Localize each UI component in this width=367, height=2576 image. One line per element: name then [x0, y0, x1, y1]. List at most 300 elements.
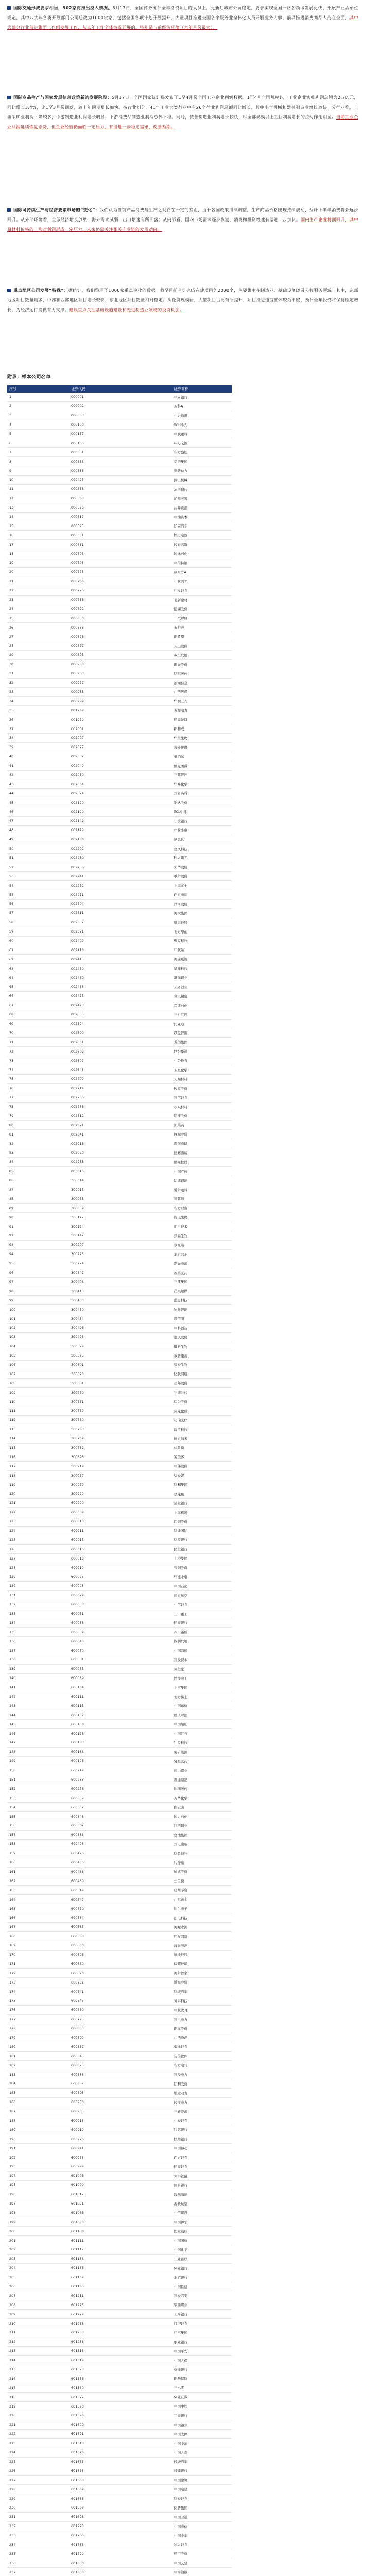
row-index: 63	[7, 964, 69, 973]
security-code: 601166	[69, 2263, 172, 2273]
security-code: 000100	[69, 420, 172, 429]
row-index: 73	[7, 1056, 69, 1065]
security-name: 闻泰科技	[172, 1996, 232, 2005]
table-row	[7, 1922, 232, 1931]
security-code: 601006	[69, 2171, 172, 2180]
security-code: 000338	[69, 466, 172, 476]
row-index: 17	[7, 540, 69, 549]
security-name: 一汽解放	[172, 614, 232, 623]
security-name: 宁波银行	[172, 816, 232, 825]
table-row	[7, 1148, 232, 1158]
security-code: 601808	[69, 2568, 172, 2576]
security-name: 恒生电子	[172, 1904, 232, 1913]
security-name: 东方电气	[172, 2061, 232, 2070]
row-index: 165	[7, 1904, 69, 1913]
row-index: 19	[7, 558, 69, 568]
security-code: 300124	[69, 1222, 172, 1231]
security-name: 中国电信	[172, 2521, 232, 2531]
table-row	[7, 816, 232, 825]
row-index: 142	[7, 1692, 69, 1701]
security-code: 600600	[69, 1941, 172, 1950]
security-code: 300223	[69, 1249, 172, 1259]
row-index: 29	[7, 650, 69, 659]
table-row	[7, 1038, 232, 1047]
security-name: 天赐材料	[172, 1074, 232, 1083]
paragraph-highlight: 国内生产企业利润回升，其中原材料价格的上涨对利润形成一定压力，未来仍需关注相关产业链的发展动向。	[7, 217, 359, 232]
security-code: 600276	[69, 1784, 172, 1793]
table-row	[7, 567, 232, 577]
security-code: 600570	[69, 1904, 172, 1913]
security-code: 601225	[69, 2300, 172, 2310]
table-row	[7, 503, 232, 512]
table-row	[7, 2263, 232, 2273]
table-row	[7, 2549, 232, 2558]
row-index: 48	[7, 825, 69, 835]
security-code: 002371	[69, 927, 172, 936]
table-row	[7, 1563, 232, 1572]
row-index: 206	[7, 2282, 69, 2291]
row-index: 119	[7, 1480, 69, 1489]
security-name: 紫光股份	[172, 659, 232, 669]
table-row	[7, 2485, 232, 2494]
row-index: 43	[7, 779, 69, 789]
security-name: 工商银行	[172, 2411, 232, 2420]
security-name: 卓胜微	[172, 1443, 232, 1452]
row-index: 74	[7, 1065, 69, 1075]
security-name: 新和成	[172, 724, 232, 734]
security-code: 300498	[69, 1332, 172, 1342]
security-name: 南京银行	[172, 2180, 232, 2190]
security-code: 002230	[69, 853, 172, 862]
table-row	[7, 420, 232, 429]
table-row	[7, 448, 232, 457]
table-row	[7, 1443, 232, 1452]
security-name: 浦发银行	[172, 1498, 232, 1507]
security-name: 深信服	[172, 1314, 232, 1324]
security-name: 邮储银行	[172, 2466, 232, 2476]
security-name: 国泰君安	[172, 2291, 232, 2300]
security-name: 申万宏源	[172, 438, 232, 448]
table-row	[7, 872, 232, 881]
table-row	[7, 2254, 232, 2263]
security-code: 000999	[69, 697, 172, 706]
security-name: 光大证券	[172, 2540, 232, 2549]
table-row	[7, 1904, 232, 1913]
security-code: 000596	[69, 503, 172, 512]
security-code: 600016	[69, 1545, 172, 1554]
table-row	[7, 2014, 232, 2024]
security-code: 600019	[69, 1563, 172, 1572]
table-row	[7, 1314, 232, 1324]
row-index: 190	[7, 2134, 69, 2144]
table-row	[7, 1766, 232, 1775]
row-index: 64	[7, 973, 69, 982]
row-index: 2	[7, 401, 69, 411]
table-row	[7, 1093, 232, 1102]
security-code: 600104	[69, 1683, 172, 1692]
security-code: 600362	[69, 1821, 172, 1831]
row-index: 233	[7, 2531, 69, 2540]
security-code: 601669	[69, 2485, 172, 2494]
security-code: 002050	[69, 770, 172, 779]
row-index: 224	[7, 2448, 69, 2457]
security-code: 600028	[69, 1581, 172, 1590]
table-row	[7, 908, 232, 918]
security-code: 600115	[69, 1701, 172, 1710]
security-name: 上汽集团	[172, 1683, 232, 1692]
table-row	[7, 1821, 232, 1831]
security-code: 002236	[69, 862, 172, 872]
table-row	[7, 742, 232, 752]
security-name: 鹏鼎控股	[172, 1157, 232, 1166]
row-index: 91	[7, 1222, 69, 1231]
security-code: 601788	[69, 2540, 172, 2549]
security-name: 龙佰集团	[172, 1038, 232, 1047]
security-code: 300529	[69, 1342, 172, 1351]
security-code: 600010	[69, 1517, 172, 1526]
row-index: 234	[7, 2540, 69, 2549]
row-index: 32	[7, 678, 69, 687]
row-index: 178	[7, 2024, 69, 2033]
row-index: 210	[7, 2319, 69, 2328]
row-index: 152	[7, 1784, 69, 1793]
table-row	[7, 2300, 232, 2310]
security-name: 中国国航	[172, 2236, 232, 2245]
row-index: 198	[7, 2208, 69, 2217]
security-name: 上海银行	[172, 2310, 232, 2319]
security-name: 恒逸石化	[172, 549, 232, 558]
row-index: 150	[7, 1766, 69, 1775]
square-bullet-icon	[7, 96, 11, 99]
row-index: 158	[7, 1839, 69, 1849]
security-code: 000977	[69, 678, 172, 687]
security-name: 长江电力	[172, 2097, 232, 2107]
security-code: 601328	[69, 2365, 172, 2374]
security-name: 四川路桥	[172, 1628, 232, 1637]
table-row	[7, 2024, 232, 2033]
security-code: 300601	[69, 1360, 172, 1369]
security-code: 601618	[69, 2438, 172, 2448]
security-code: 600383	[69, 1830, 172, 1839]
security-name: 海尔智家	[172, 1969, 232, 1978]
table-row	[7, 1351, 232, 1360]
security-name: 招商银行	[172, 1618, 232, 1628]
table-row	[7, 1259, 232, 1268]
security-name: 恒立液压	[172, 2227, 232, 2236]
table-row	[7, 614, 232, 623]
security-name: 中信建投	[172, 2208, 232, 2217]
table-row	[7, 2328, 232, 2337]
security-name: 用友网络	[172, 1931, 232, 1941]
table-row	[7, 632, 232, 641]
security-code: 002027	[69, 742, 172, 752]
row-index: 78	[7, 1102, 69, 1111]
security-code: 000938	[69, 659, 172, 669]
security-code: 002202	[69, 844, 172, 853]
security-name: 中国移动	[172, 2144, 232, 2153]
row-index: 100	[7, 1305, 69, 1314]
row-index: 55	[7, 890, 69, 900]
security-name: 恒力石化	[172, 1812, 232, 1821]
table-row	[7, 1249, 232, 1259]
table-row	[7, 1858, 232, 1867]
paragraph-2	[7, 93, 358, 132]
security-name: 苏泊尔	[172, 752, 232, 761]
security-code: 002841	[69, 1130, 172, 1139]
security-code: 002352	[69, 918, 172, 927]
security-code: 300014	[69, 1176, 172, 1185]
security-code: 600188	[69, 1747, 172, 1756]
row-index: 77	[7, 1093, 69, 1102]
row-index: 154	[7, 1803, 69, 1812]
security-code: 601390	[69, 2402, 172, 2411]
row-index: 195	[7, 2180, 69, 2190]
table-row	[7, 1784, 232, 1793]
security-code: 601600	[69, 2420, 172, 2429]
security-name: 三环集团	[172, 1277, 232, 1286]
security-name: 北方稀土	[172, 1692, 232, 1701]
security-code: 600690	[69, 1969, 172, 1978]
security-code: 300122	[69, 1213, 172, 1222]
row-index: 144	[7, 1710, 69, 1720]
row-index: 60	[7, 936, 69, 945]
row-index: 149	[7, 1756, 69, 1766]
security-code: 002459	[69, 964, 172, 973]
row-index: 22	[7, 586, 69, 595]
security-code: 300408	[69, 1277, 172, 1286]
row-index: 97	[7, 1277, 69, 1286]
security-code: 002409	[69, 936, 172, 945]
security-name: 中国联通	[172, 1646, 232, 1655]
table-row	[7, 1139, 232, 1148]
security-name: 锦浪科技	[172, 1425, 232, 1434]
security-name: 中公教育	[172, 1056, 232, 1065]
table-row	[7, 927, 232, 936]
security-name: 绿地控股	[172, 1950, 232, 1959]
security-name: 爱尔眼科	[172, 1185, 232, 1194]
table-row	[7, 2420, 232, 2429]
row-index: 4	[7, 420, 69, 429]
table-row	[7, 1194, 232, 1204]
row-index: 52	[7, 862, 69, 872]
security-code: 002756	[69, 1102, 172, 1111]
security-name: 万科A	[172, 401, 232, 411]
row-index: 106	[7, 1360, 69, 1369]
security-name: 江苏银行	[172, 2125, 232, 2134]
table-row	[7, 1673, 232, 1683]
security-name: 立讯精密	[172, 991, 232, 1001]
table-row	[7, 1876, 232, 1886]
table-row	[7, 2346, 232, 2355]
security-code: 600585	[69, 1922, 172, 1931]
table-row	[7, 1489, 232, 1498]
row-index: 40	[7, 752, 69, 761]
table-row	[7, 1388, 232, 1397]
security-name: 三六零	[172, 2383, 232, 2393]
security-name: 广联达	[172, 945, 232, 955]
table-row	[7, 1240, 232, 1249]
row-index: 18	[7, 549, 69, 558]
security-code: 002714	[69, 1083, 172, 1093]
security-name: 生益科技	[172, 1738, 232, 1748]
table-row	[7, 2540, 232, 2549]
table-row	[7, 779, 232, 789]
security-code: 600332	[69, 1803, 172, 1812]
security-name: 宁德时代	[172, 1388, 232, 1397]
row-index: 20	[7, 567, 69, 577]
table-row	[7, 706, 232, 715]
security-code: 300033	[69, 1194, 172, 1204]
table-row	[7, 521, 232, 531]
row-index: 167	[7, 1922, 69, 1931]
security-code: 002601	[69, 1038, 172, 1047]
security-code: 300661	[69, 1379, 172, 1388]
table-row	[7, 1452, 232, 1462]
security-name: 通威股份	[172, 1867, 232, 1876]
security-code: 600426	[69, 1849, 172, 1858]
row-index: 138	[7, 1655, 69, 1665]
table-row	[7, 1987, 232, 1996]
table-row	[7, 1480, 232, 1489]
security-name: 招商证券	[172, 2162, 232, 2172]
row-index: 95	[7, 1259, 69, 1268]
security-code: 600919	[69, 2125, 172, 2134]
security-name: 国投资本	[172, 1655, 232, 1665]
table-row	[7, 2134, 232, 2144]
row-index: 101	[7, 1314, 69, 1324]
security-name: 深南电路	[172, 1139, 232, 1148]
table-row	[7, 1019, 232, 1028]
security-name: 红塔证券	[172, 2319, 232, 2328]
security-name: 双汇发展	[172, 650, 232, 659]
security-name: 国轩高科	[172, 789, 232, 798]
table-row	[7, 1950, 232, 1959]
table-row	[7, 1047, 232, 1056]
security-name: 广发证券	[172, 586, 232, 595]
row-index: 47	[7, 816, 69, 825]
security-name: 交通银行	[172, 2365, 232, 2374]
security-code: 601021	[69, 2199, 172, 2208]
table-row	[7, 1867, 232, 1876]
security-name: 海通证券	[172, 2042, 232, 2052]
table-row	[7, 1628, 232, 1637]
table-row	[7, 1637, 232, 1646]
security-name: 长城汽车	[172, 2457, 232, 2466]
row-index: 51	[7, 853, 69, 862]
security-name: 晶澳科技	[172, 964, 232, 973]
row-index: 114	[7, 1434, 69, 1443]
paragraph-lead: 国际可持续生产与经济要素市场的“变化”：	[13, 207, 100, 212]
security-code: 601211	[69, 2291, 172, 2300]
table-row	[7, 2393, 232, 2402]
table-row	[7, 1332, 232, 1342]
row-index: 131	[7, 1590, 69, 1600]
security-code: 600745	[69, 1996, 172, 2005]
row-index: 80	[7, 1121, 69, 1130]
security-code: 300059	[69, 1204, 172, 1213]
security-code: 002938	[69, 1157, 172, 1166]
security-name: 中国交建	[172, 2558, 232, 2568]
security-name: 杭州银行	[172, 2134, 232, 2144]
security-name: 荣盛石化	[172, 1001, 232, 1010]
security-code: 002607	[69, 1056, 172, 1065]
security-name: 中航西飞	[172, 577, 232, 586]
table-row	[7, 1204, 232, 1213]
security-name: 国电电力	[172, 2014, 232, 2024]
table-row	[7, 2476, 232, 2485]
square-bullet-icon	[7, 6, 11, 10]
security-name: 华兰生物	[172, 733, 232, 742]
row-index: 89	[7, 1204, 69, 1213]
security-code: 600183	[69, 1738, 172, 1748]
table-row	[7, 1849, 232, 1858]
row-index: 183	[7, 2070, 69, 2079]
table-body	[7, 393, 232, 2576]
security-code: 600061	[69, 1655, 172, 1665]
security-name: 大华股份	[172, 862, 232, 872]
row-index: 140	[7, 1673, 69, 1683]
security-code: 000166	[69, 438, 172, 448]
row-index: 125	[7, 1535, 69, 1545]
row-index: 208	[7, 2300, 69, 2310]
row-index: 147	[7, 1738, 69, 1748]
table-row	[7, 1545, 232, 1554]
security-code: 002180	[69, 835, 172, 844]
table-row	[7, 1710, 232, 1720]
security-code: 000895	[69, 650, 172, 659]
security-name: 南方航空	[172, 1590, 232, 1600]
security-code: 600606	[69, 1950, 172, 1959]
table-row	[7, 1415, 232, 1425]
row-index: 105	[7, 1351, 69, 1360]
table-row	[7, 2245, 232, 2255]
table-row	[7, 1517, 232, 1526]
security-name: 海螺水泥	[172, 1922, 232, 1931]
security-name: 领益智造	[172, 1028, 232, 1038]
security-name: 陕西煤业	[172, 2300, 232, 2310]
security-code: 600905	[69, 2107, 172, 2116]
row-index: 155	[7, 1812, 69, 1821]
security-code: 601138	[69, 2254, 172, 2263]
row-index: 121	[7, 1498, 69, 1507]
security-name: 中国中冶	[172, 2438, 232, 2448]
security-name: 亿联网络	[172, 1369, 232, 1379]
security-code: 300979	[69, 1480, 172, 1489]
security-name: 泰格医药	[172, 1268, 232, 1277]
security-name: 贝泰妮	[172, 1471, 232, 1480]
security-code: 002821	[69, 1121, 172, 1130]
security-name: 南山铝业	[172, 1766, 232, 1775]
table-row	[7, 1360, 232, 1369]
security-code: 300450	[69, 1305, 172, 1314]
row-index: 83	[7, 1148, 69, 1158]
table-row	[7, 531, 232, 540]
security-name: 片仔癀	[172, 1858, 232, 1867]
security-name: 国电南瑞	[172, 1839, 232, 1849]
paragraph-lead: 国际商品生产与国家发展信息政策新的发展阶段：	[13, 95, 112, 100]
row-index: 61	[7, 945, 69, 955]
row-index: 236	[7, 2558, 69, 2568]
security-code: 300347	[69, 1268, 172, 1277]
security-name: 科大讯飞	[172, 853, 232, 862]
row-index: 185	[7, 2088, 69, 2097]
security-code: 002812	[69, 1111, 172, 1121]
security-code: 300999	[69, 1489, 172, 1498]
security-code: 600886	[69, 2070, 172, 2079]
table-row	[7, 1130, 232, 1139]
security-code: 000858	[69, 623, 172, 632]
security-name: 中科创达	[172, 1323, 232, 1332]
